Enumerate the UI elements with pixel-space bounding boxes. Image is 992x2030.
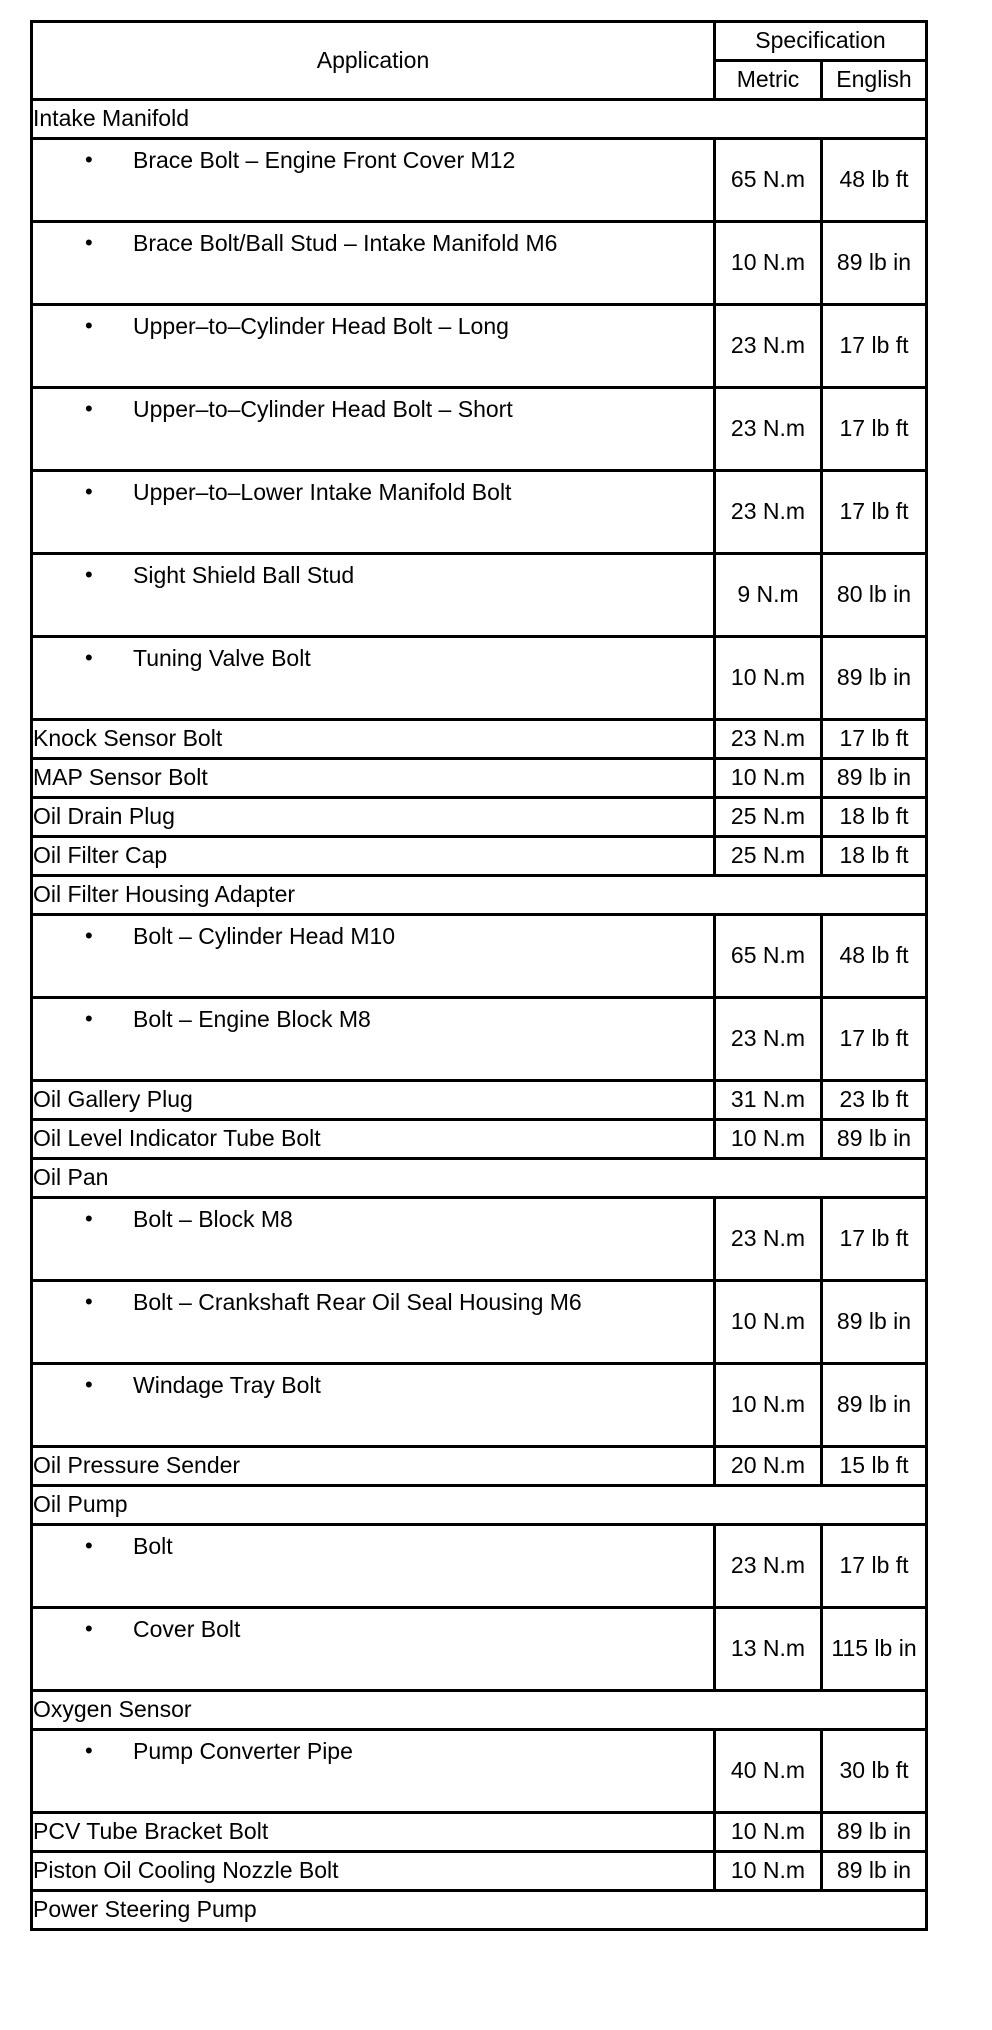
application-cell bbox=[32, 139, 715, 222]
bullet-icon: • bbox=[85, 1006, 93, 1031]
item-label: Bolt bbox=[133, 1533, 173, 1559]
metric-value: 25 N.m bbox=[715, 798, 822, 837]
metric-value: 23 N.m bbox=[715, 1525, 822, 1608]
metric-value: 23 N.m bbox=[715, 388, 822, 471]
item-label: Upper–to–Lower Intake Manifold Bolt bbox=[133, 479, 512, 505]
application-cell: Oil Pressure Sender bbox=[32, 1447, 715, 1486]
application-cell bbox=[32, 305, 715, 388]
english-value: 48 lb ft bbox=[822, 139, 927, 222]
application-cell bbox=[32, 915, 715, 998]
bullet-icon: • bbox=[85, 923, 93, 948]
section-label: Oil Filter Housing Adapter bbox=[32, 876, 927, 915]
bullet-icon: • bbox=[85, 1289, 93, 1314]
sub-item-row bbox=[32, 1730, 927, 1813]
application-cell: Piston Oil Cooling Nozzle Bolt bbox=[32, 1852, 715, 1891]
bullet-icon: • bbox=[85, 313, 93, 338]
table-row bbox=[32, 798, 927, 837]
bullet-icon: • bbox=[85, 1206, 93, 1231]
metric-value: 20 N.m bbox=[715, 1447, 822, 1486]
metric-value: 40 N.m bbox=[715, 1730, 822, 1813]
section-label: Oil Pan bbox=[32, 1159, 927, 1198]
table-row bbox=[32, 1081, 927, 1120]
bullet-icon: • bbox=[85, 562, 93, 587]
metric-value: 10 N.m bbox=[715, 1364, 822, 1447]
section-row bbox=[32, 1691, 927, 1730]
item-label: Sight Shield Ball Stud bbox=[133, 562, 355, 588]
english-value: 17 lb ft bbox=[822, 720, 927, 759]
section-label: Oil Pump bbox=[32, 1486, 927, 1525]
specification-header: Specification bbox=[715, 22, 927, 61]
item-label: Cover Bolt bbox=[133, 1616, 241, 1642]
application-cell bbox=[32, 222, 715, 305]
section-row bbox=[32, 1159, 927, 1198]
english-value: 48 lb ft bbox=[822, 915, 927, 998]
torque-specification-table bbox=[30, 20, 928, 1931]
section-row bbox=[32, 1486, 927, 1525]
english-value: 89 lb in bbox=[822, 222, 927, 305]
english-value: 17 lb ft bbox=[822, 1198, 927, 1281]
metric-value: 23 N.m bbox=[715, 1198, 822, 1281]
bullet-icon: • bbox=[85, 645, 93, 670]
section-label: Intake Manifold bbox=[32, 100, 927, 139]
english-value: 18 lb ft bbox=[822, 798, 927, 837]
metric-header: Metric bbox=[715, 61, 822, 100]
english-value: 89 lb in bbox=[822, 1281, 927, 1364]
table-row bbox=[32, 1852, 927, 1891]
metric-value: 23 N.m bbox=[715, 471, 822, 554]
sub-item-row bbox=[32, 222, 927, 305]
metric-value: 23 N.m bbox=[715, 305, 822, 388]
english-value: 89 lb in bbox=[822, 637, 927, 720]
bullet-icon: • bbox=[85, 1616, 93, 1641]
section-label: Power Steering Pump bbox=[32, 1891, 927, 1930]
english-value: 17 lb ft bbox=[822, 471, 927, 554]
metric-value: 10 N.m bbox=[715, 759, 822, 798]
english-value: 17 lb ft bbox=[822, 998, 927, 1081]
table-row bbox=[32, 1120, 927, 1159]
english-value: 18 lb ft bbox=[822, 837, 927, 876]
table-row bbox=[32, 720, 927, 759]
english-value: 115 lb in bbox=[822, 1608, 927, 1691]
english-value: 89 lb in bbox=[822, 1852, 927, 1891]
bullet-icon: • bbox=[85, 147, 93, 172]
item-label: Bolt – Cylinder Head M10 bbox=[133, 923, 396, 949]
item-label: Bolt – Crankshaft Rear Oil Seal Housing M6 bbox=[133, 1289, 582, 1315]
sub-item-row bbox=[32, 388, 927, 471]
table-row bbox=[32, 1447, 927, 1486]
application-cell bbox=[32, 554, 715, 637]
english-value: 17 lb ft bbox=[822, 305, 927, 388]
english-value: 80 lb in bbox=[822, 554, 927, 637]
item-label: Brace Bolt – Engine Front Cover M12 bbox=[133, 147, 516, 173]
application-cell bbox=[32, 998, 715, 1081]
application-cell: Oil Gallery Plug bbox=[32, 1081, 715, 1120]
table-body bbox=[32, 100, 927, 1930]
sub-item-row bbox=[32, 471, 927, 554]
metric-value: 10 N.m bbox=[715, 1852, 822, 1891]
bullet-icon: • bbox=[85, 230, 93, 255]
application-cell: Oil Level Indicator Tube Bolt bbox=[32, 1120, 715, 1159]
sub-item-row bbox=[32, 554, 927, 637]
metric-value: 10 N.m bbox=[715, 222, 822, 305]
english-value: 17 lb ft bbox=[822, 1525, 927, 1608]
item-label: Upper–to–Cylinder Head Bolt – Long bbox=[133, 313, 509, 339]
english-value: 89 lb in bbox=[822, 1813, 927, 1852]
metric-value: 10 N.m bbox=[715, 1120, 822, 1159]
item-label: Tuning Valve Bolt bbox=[133, 645, 311, 671]
table-row bbox=[32, 759, 927, 798]
item-label: Bolt – Engine Block M8 bbox=[133, 1006, 371, 1032]
application-cell bbox=[32, 471, 715, 554]
sub-item-row bbox=[32, 1608, 927, 1691]
metric-value: 65 N.m bbox=[715, 139, 822, 222]
application-cell: MAP Sensor Bolt bbox=[32, 759, 715, 798]
sub-item-row bbox=[32, 915, 927, 998]
english-value: 15 lb ft bbox=[822, 1447, 927, 1486]
section-row bbox=[32, 876, 927, 915]
metric-value: 13 N.m bbox=[715, 1608, 822, 1691]
bullet-icon: • bbox=[85, 1533, 93, 1558]
sub-item-row bbox=[32, 637, 927, 720]
bullet-icon: • bbox=[85, 1738, 93, 1763]
metric-value: 10 N.m bbox=[715, 637, 822, 720]
english-value: 30 lb ft bbox=[822, 1730, 927, 1813]
english-value: 89 lb in bbox=[822, 1120, 927, 1159]
table-row bbox=[32, 1813, 927, 1852]
application-cell bbox=[32, 1730, 715, 1813]
application-header: Application bbox=[32, 22, 715, 100]
metric-value: 25 N.m bbox=[715, 837, 822, 876]
metric-value: 10 N.m bbox=[715, 1813, 822, 1852]
bullet-icon: • bbox=[85, 479, 93, 504]
section-label: Oxygen Sensor bbox=[32, 1691, 927, 1730]
metric-value: 23 N.m bbox=[715, 998, 822, 1081]
application-cell bbox=[32, 388, 715, 471]
item-label: Pump Converter Pipe bbox=[133, 1738, 353, 1764]
application-cell: Oil Filter Cap bbox=[32, 837, 715, 876]
sub-item-row bbox=[32, 1198, 927, 1281]
table-row bbox=[32, 837, 927, 876]
application-cell bbox=[32, 1364, 715, 1447]
section-row bbox=[32, 1891, 927, 1930]
english-value: 89 lb in bbox=[822, 1364, 927, 1447]
sub-item-row bbox=[32, 1525, 927, 1608]
metric-value: 9 N.m bbox=[715, 554, 822, 637]
application-cell: Oil Drain Plug bbox=[32, 798, 715, 837]
application-cell: Knock Sensor Bolt bbox=[32, 720, 715, 759]
application-cell bbox=[32, 637, 715, 720]
sub-item-row bbox=[32, 305, 927, 388]
metric-value: 65 N.m bbox=[715, 915, 822, 998]
metric-value: 23 N.m bbox=[715, 720, 822, 759]
application-cell bbox=[32, 1198, 715, 1281]
english-value: 17 lb ft bbox=[822, 388, 927, 471]
sub-item-row bbox=[32, 1364, 927, 1447]
item-label: Bolt – Block M8 bbox=[133, 1206, 293, 1232]
sub-item-row bbox=[32, 139, 927, 222]
item-label: Upper–to–Cylinder Head Bolt – Short bbox=[133, 396, 513, 422]
application-cell bbox=[32, 1608, 715, 1691]
application-cell bbox=[32, 1281, 715, 1364]
section-row bbox=[32, 100, 927, 139]
bullet-icon: • bbox=[85, 396, 93, 421]
bullet-icon: • bbox=[85, 1372, 93, 1397]
item-label: Brace Bolt/Ball Stud – Intake Manifold M6 bbox=[133, 230, 558, 256]
application-cell: PCV Tube Bracket Bolt bbox=[32, 1813, 715, 1852]
metric-value: 31 N.m bbox=[715, 1081, 822, 1120]
english-header: English bbox=[822, 61, 927, 100]
sub-item-row bbox=[32, 998, 927, 1081]
item-label: Windage Tray Bolt bbox=[133, 1372, 321, 1398]
english-value: 23 lb ft bbox=[822, 1081, 927, 1120]
english-value: 89 lb in bbox=[822, 759, 927, 798]
application-cell bbox=[32, 1525, 715, 1608]
metric-value: 10 N.m bbox=[715, 1281, 822, 1364]
sub-item-row bbox=[32, 1281, 927, 1364]
